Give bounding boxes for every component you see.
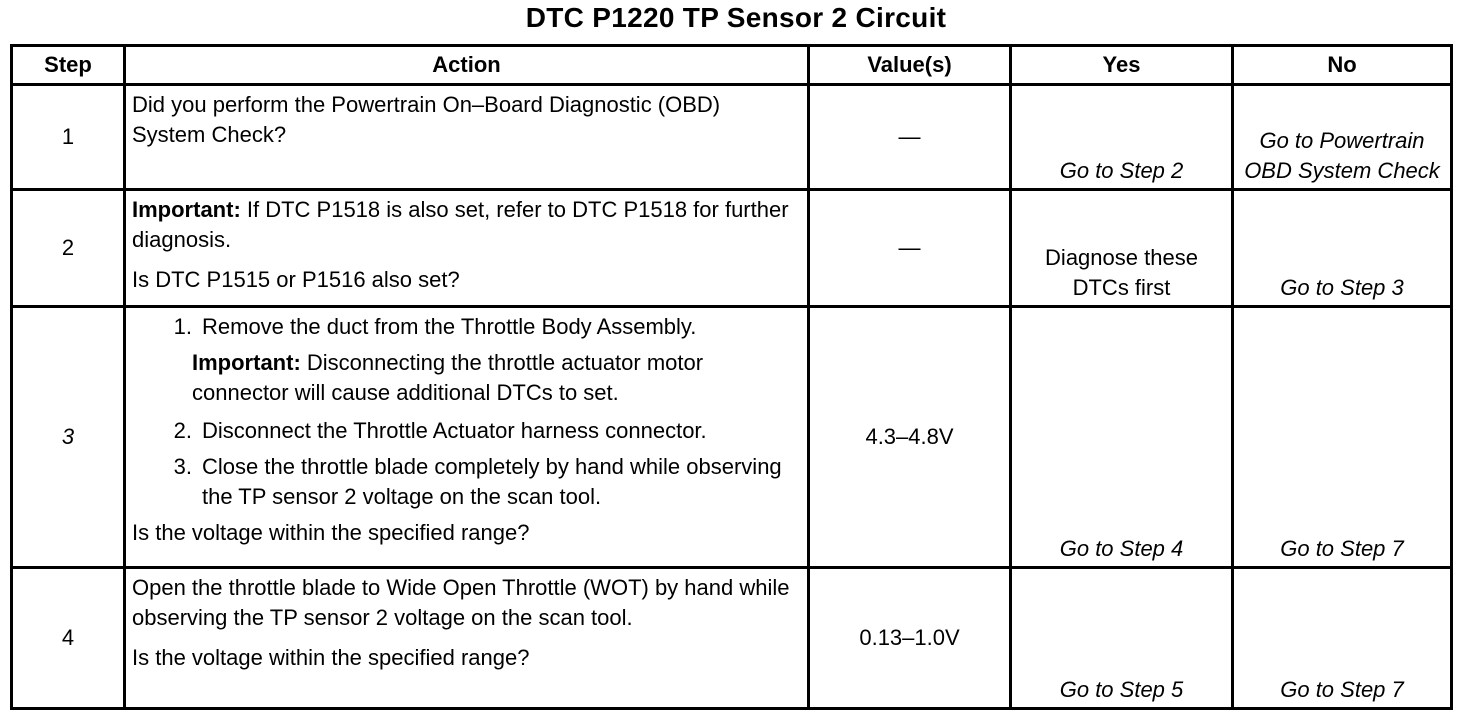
list-item-text: Close the throttle blade completely by hand while observing the TP sensor 2 voltage on the scan tool.	[202, 454, 782, 509]
step-number: 1	[12, 85, 125, 190]
no-cell: Go to Powertrain OBD System Check	[1233, 85, 1452, 190]
list-item	[132, 312, 801, 342]
value-cell: 0.13–1.0V	[809, 568, 1011, 709]
important-text: Disconnecting the throttle actuator motor connector will cause additional DTCs to set.	[192, 350, 704, 405]
action-cell	[125, 85, 809, 190]
yes-cell: Go to Step 4	[1011, 307, 1233, 568]
header-step: Step	[12, 46, 125, 85]
important-note	[132, 348, 801, 408]
yes-cell: Go to Step 2	[1011, 85, 1233, 190]
header-action: Action	[125, 46, 809, 85]
header-row	[12, 46, 1452, 85]
action-list	[132, 312, 801, 512]
important-text: If DTC P1518 is also set, refer to DTC P1518 for further diagnosis.	[132, 197, 789, 252]
action-cell	[125, 568, 809, 709]
list-item-text: Remove the duct from the Throttle Body Assembly.	[202, 314, 697, 339]
list-item-number: 3.	[173, 454, 192, 479]
header-no: No	[1233, 46, 1452, 85]
list-item-text: Disconnect the Throttle Actuator harness connector.	[202, 418, 707, 443]
table-row	[12, 568, 1452, 709]
action-cell	[125, 190, 809, 307]
page-title: DTC P1220 TP Sensor 2 Circuit	[525, 2, 947, 33]
value-cell: —	[809, 190, 1011, 307]
no-cell: Go to Step 7	[1233, 568, 1452, 709]
list-item-number: 1.	[173, 314, 192, 339]
important-label: Important:	[192, 350, 301, 375]
step-number: 2	[12, 190, 125, 307]
important-note	[132, 195, 801, 255]
no-cell: Go to Step 3	[1233, 190, 1452, 307]
list-item	[132, 452, 801, 512]
action-question: Is DTC P1515 or P1516 also set?	[132, 267, 460, 292]
yes-cell: Go to Step 5	[1011, 568, 1233, 709]
step-number: 3	[12, 307, 125, 568]
table-row	[12, 307, 1452, 568]
action-cell	[125, 307, 809, 568]
action-question: Is the voltage within the specified range?	[132, 520, 530, 545]
important-label: Important:	[132, 197, 241, 222]
list-item-number: 2.	[173, 418, 192, 443]
header-yes: Yes	[1011, 46, 1233, 85]
no-cell: Go to Step 7	[1233, 307, 1452, 568]
list-item	[132, 416, 801, 446]
value-cell: 4.3–4.8V	[809, 307, 1011, 568]
diagnostic-table	[10, 44, 1453, 710]
table-row	[12, 190, 1452, 307]
action-text: Did you perform the Powertrain On–Board Diagnostic (OBD) System Check?	[132, 92, 721, 147]
yes-cell: Diagnose these DTCs first	[1011, 190, 1233, 307]
action-text: Open the throttle blade to Wide Open Throttle (WOT) by hand while observing the TP sensor 2 voltage on the scan tool.	[132, 575, 790, 630]
value-cell: —	[809, 85, 1011, 190]
header-values: Value(s)	[809, 46, 1011, 85]
table-row	[12, 85, 1452, 190]
step-number: 4	[12, 568, 125, 709]
action-question: Is the voltage within the specified range?	[132, 645, 530, 670]
